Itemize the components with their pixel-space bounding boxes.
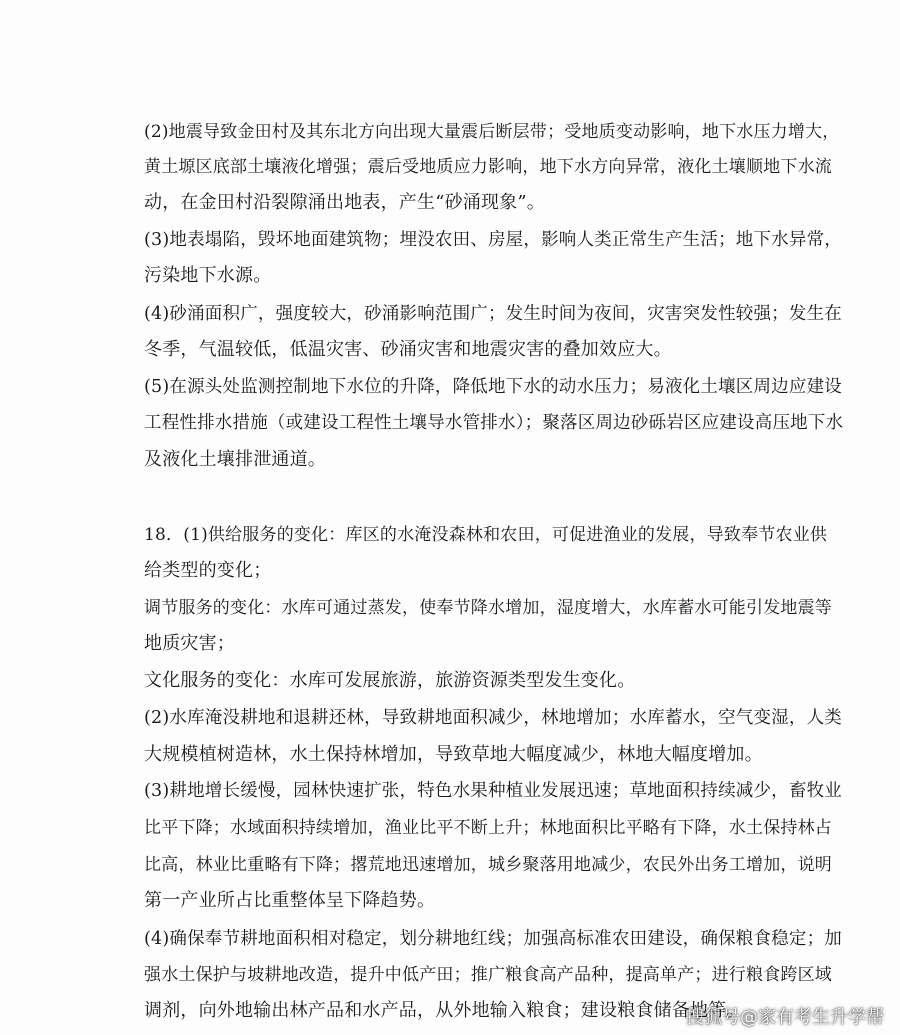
text-line: (2)地震导致金田村及其东北方向出现大量震后断层带；受地质变动影响，地下水压力增大，: [144, 122, 840, 142]
text-line: 强水土保护与坡耕地改造，提升中低产田；推广粮食高产品种，提高单产；进行粮食跨区域: [144, 965, 832, 985]
text-line: 调节服务的变化：水库可通过蒸发，使奉节降水增加，湿度增大，水库蓄水可能引发地震等: [144, 598, 832, 618]
text-line: (3)耕地增长缓慢，园林快速扩张，特色水果种植业发展迅速；草地面积持续减少，畜牧业: [144, 781, 842, 801]
text-line: (5)在源头处监测控制地下水位的升降，降低地下水的动水压力；易液化土壤区周边应建设: [144, 377, 842, 397]
text-line: 比高，林业比重略有下降；撂荒地迅速增加，城乡聚落用地减少，农民外出务工增加，说明: [144, 855, 832, 875]
text-line: 工程性排水措施（或建设工程性土壤导水管排水）；聚落区周边砂砾岩区应建设高压地下水: [144, 413, 844, 433]
text-line: 污染地下水源。: [144, 265, 272, 286]
text-line: 比平下降；水域面积持续增加，渔业比平不断上升；林地面积比平略有下降，水土保持林占: [144, 818, 832, 838]
text-line: 第一产业所占比重整体呈下降趋势。: [144, 890, 436, 911]
text-line: 动，在金田村沿裂隙涌出地表，产生“砂涌现象”。: [144, 192, 546, 213]
text-line: 及液化土壤排泄通道。: [144, 449, 326, 470]
text-line: 大规模植树造林，水土保持林增加，导致草地大幅度减少，林地大幅度增加。: [144, 744, 763, 765]
text-line: 冬季，气温较低，低温灾害、砂涌灾害和地震灾害的叠加效应大。: [144, 339, 672, 360]
text-line: 调剂，向外地输出林产品和水产品，从外地输入粮食；建设粮食储备地等。: [144, 1000, 745, 1021]
text-line: (3)地表塌陷，毁坏地面建筑物；埋没农田、房屋，影响人类正常生产生活；地下水异常，: [144, 230, 842, 250]
question-18-heading-line: 18．(1)供给服务的变化：库区的水淹没森林和农田，可促进渔业的发展，导致奉节农业供: [144, 525, 828, 545]
text-line: 文化服务的变化：水库可发展旅游，旅游资源类型发生变化。: [144, 670, 636, 691]
watermark: 搜狐号@家有考生升学帮: [686, 1007, 884, 1028]
text-line: 地质灾害；: [144, 633, 235, 654]
text-line: (4)砂涌面积广，强度较大，砂涌影响范围广；发生时间为夜间，灾害突发性较强；发生在: [144, 304, 842, 324]
text-line: 给类型的变化；: [144, 560, 272, 581]
text-line: 黄土塬区底部土壤液化增强；震后受地质应力影响，地下水方向异常，液化土壤顺地下水流: [144, 157, 832, 177]
text-line: (2)水库淹没耕地和退耕还林，导致耕地面积减少，林地增加；水库蓄水，空气变湿，人类: [144, 708, 842, 728]
text-line: (4)确保奉节耕地面积相对稳定，划分耕地红线；加强高标准农田建设，确保粮食稳定；加: [144, 929, 842, 949]
